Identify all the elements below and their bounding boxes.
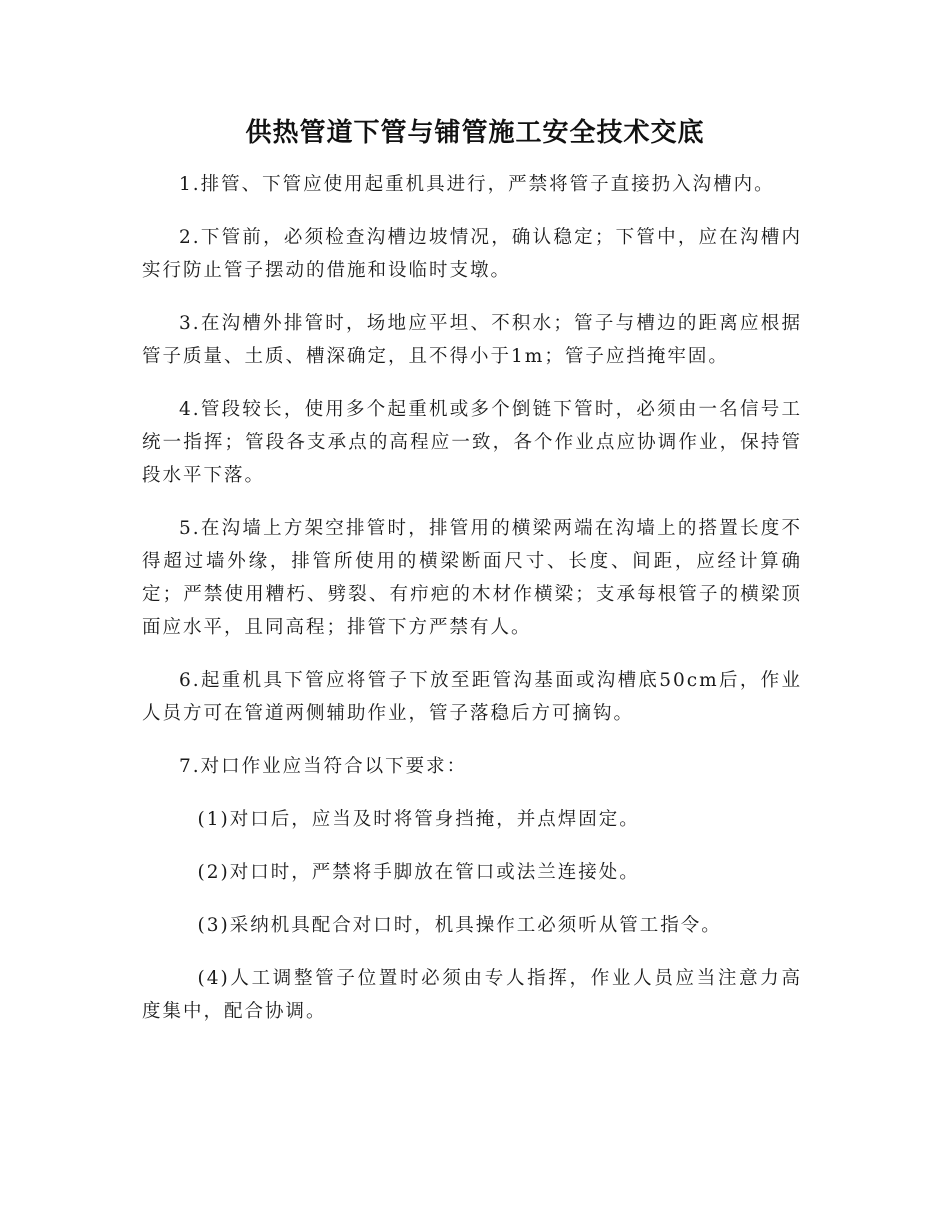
paragraph-2: 2.下管前，必须检查沟槽边坡情况，确认稳定；下管中，应在沟槽内实行防止管子摆动的借施和设临时支墩。 [142, 227, 802, 281]
sub-item-1: (1)对口后，应当及时将管身挡掩，并点焊固定。 [197, 809, 640, 830]
sub-item-3: (3)采纳机具配合对口时，机具操作工必须听从管工指令。 [197, 915, 722, 936]
sub-item-4: (4)人工调整管子位置时必须由专人指挥，作业人员应当注意力高度集中，配合协调。 [142, 968, 802, 1022]
paragraph-5: 5.在沟墙上方架空排管时，排管用的横梁两端在沟墙上的搭置长度不得超过墙外缘，排管所使用的横梁断面尺寸、长度、间距，应经计算确定；严禁使用糟朽、劈裂、有疖疤的木材作横梁；支承每根管子的横梁顶面应水平，且同高程；排管下方严禁有人。 [142, 518, 802, 638]
document-title: 供热管道下管与铺管施工安全技术交底 [245, 118, 705, 148]
sub-item-2: (2)对口时，严禁将手脚放在管口或法兰连接处。 [197, 862, 640, 883]
paragraph-1: 1.排管、下管应使用起重机具进行，严禁将管子直接扔入沟槽内。 [179, 174, 775, 195]
paragraph-6: 6.起重机具下管应将管子下放至距管沟基面或沟槽底50cm后，作业人员方可在管道两侧辅助作业，管子落稳后方可摘钩。 [142, 670, 802, 724]
paragraph-4: 4.管段较长，使用多个起重机或多个倒链下管时，必须由一名信号工统一指挥；管段各支承点的高程应一致，各个作业点应协调作业，保持管段水平下落。 [142, 399, 802, 486]
paragraph-7: 7.对口作业应当符合以下要求： [179, 756, 468, 777]
document-body [142, 168, 802, 1048]
paragraph-3: 3.在沟槽外排管时，场地应平坦、不积水；管子与槽边的距离应根据管子质量、土质、槽深确定，且不得小于1m；管子应挡掩牢固。 [142, 313, 802, 367]
